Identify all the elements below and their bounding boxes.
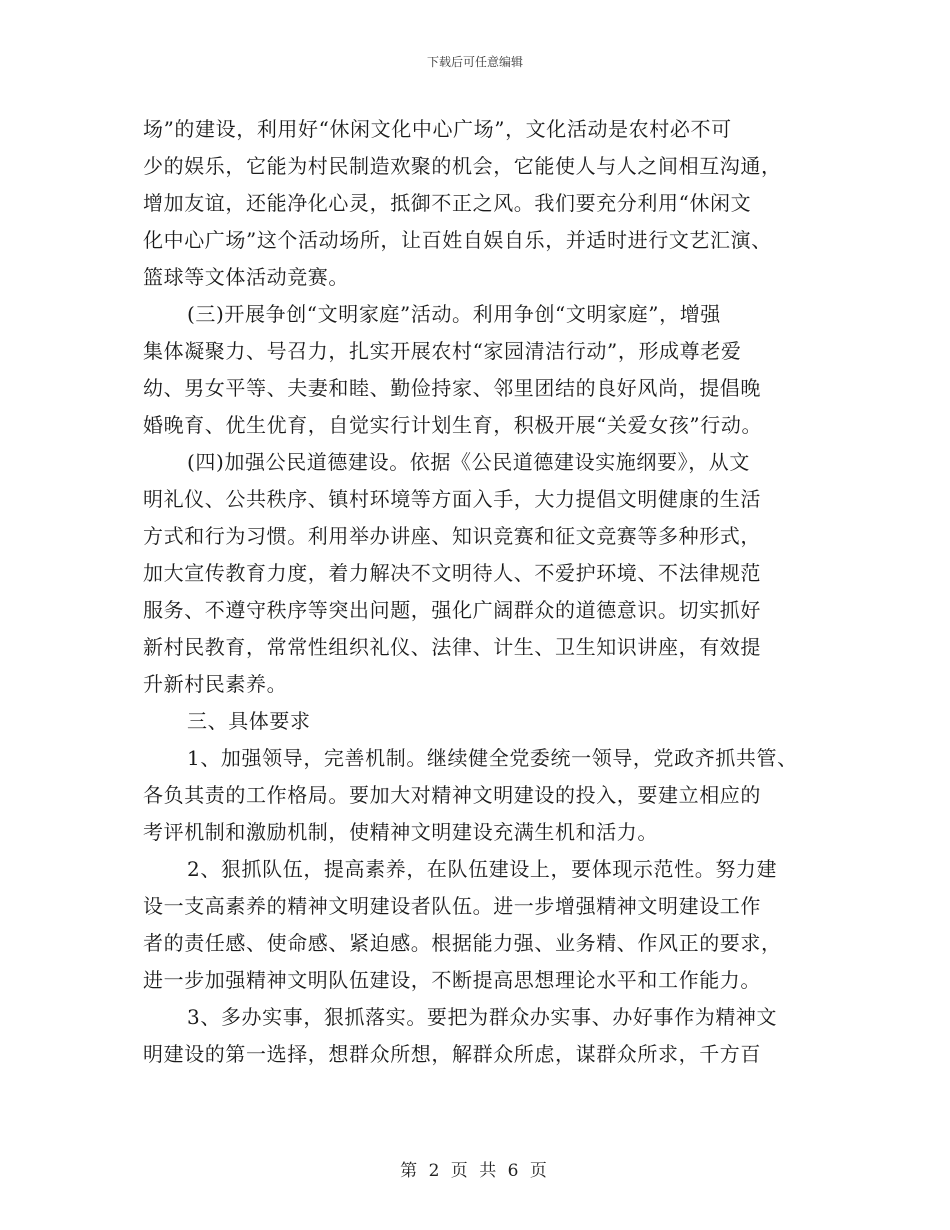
text-line: 升新村民素养。 [143,672,288,696]
text-line: 化中心广场”这个活动场所，让百姓自娱自乐，并适时进行文艺汇演、 [143,228,772,252]
page-header: 下载后可任意编辑 [426,55,523,69]
text-line: 者的责任感、使命感、紧迫感。根据能力强、业务精、作风正的要求， [143,931,782,955]
section-heading: 三、具体要求 [187,709,311,733]
text-line: 3、多办实事，狠抓落实。要把为群众办实事、办好事作为精神文 [187,1005,778,1029]
text-line: 2、狠抓队伍，提高素养，在队伍建设上，要体现示范性。努力建 [187,857,778,881]
text-line: 婚晚育、优生优育，自觉实行计划生育，积极开展“关爱女孩”行动。 [143,413,763,437]
text-line: 幼、男女平等、夫妻和睦、勤俭持家、邻里团结的良好风尚，提倡晚 [143,376,761,400]
text-line: 方式和行为习惯。利用举办讲座、知识竞赛和征文竞赛等多种形式， [143,524,761,548]
text-line: 增加友谊，还能净化心灵，抵御不正之风。我们要充分利用“休闲文 [143,191,752,215]
page-footer: 第 2 页 共 6 页 [400,1161,550,1181]
text-line: 各负其责的工作格局。要加大对精神文明建设的投入，要建立相应的 [143,783,761,807]
text-line: 场”的建设，利用好“休闲文化中心广场”，文化活动是农村必不可 [143,117,732,141]
text-line: 进一步加强精神文明队伍建设，不断提高思想理论水平和工作能力。 [143,968,761,992]
text-line: 集体凝聚力、号召力，扎实开展农村“家园清洁行动”，形成尊老爱 [143,339,742,363]
text-line: 设一支高素养的精神文明建设者队伍。进一步增强精神文明建设工作 [143,894,761,918]
text-line: 考评机制和激励机制，使精神文明建设充满生机和活力。 [143,820,658,844]
text-line: 新村民教育，常常性组织礼仪、法律、计生、卫生知识讲座，有效提 [143,635,761,659]
text-line: (三)开展争创“文明家庭”活动。利用争创“文明家庭”，增强 [187,302,721,326]
text-line: 1、加强领导，完善机制。继续健全党委统一领导，党政齐抓共管、 [187,746,798,770]
text-line: 篮球等文体活动竞赛。 [143,265,349,289]
text-line: (四)加强公民道德建设。依据《公民道德建设实施纲要》，从文 [187,450,751,474]
text-line: 服务、不遵守秩序等突出问题，强化广阔群众的道德意识。切实抓好 [143,598,761,622]
text-line: 明建设的第一选择，想群众所想，解群众所虑，谋群众所求，千方百 [143,1042,761,1066]
text-line: 明礼仪、公共秩序、镇村环境等方面入手，大力提倡文明健康的生活 [143,487,761,511]
text-line: 少的娱乐，它能为村民制造欢聚的机会，它能使人与人之间相互沟通， [143,154,782,178]
text-line: 加大宣传教育力度，着力解决不文明待人、不爱护环境、不法律规范 [143,561,761,585]
